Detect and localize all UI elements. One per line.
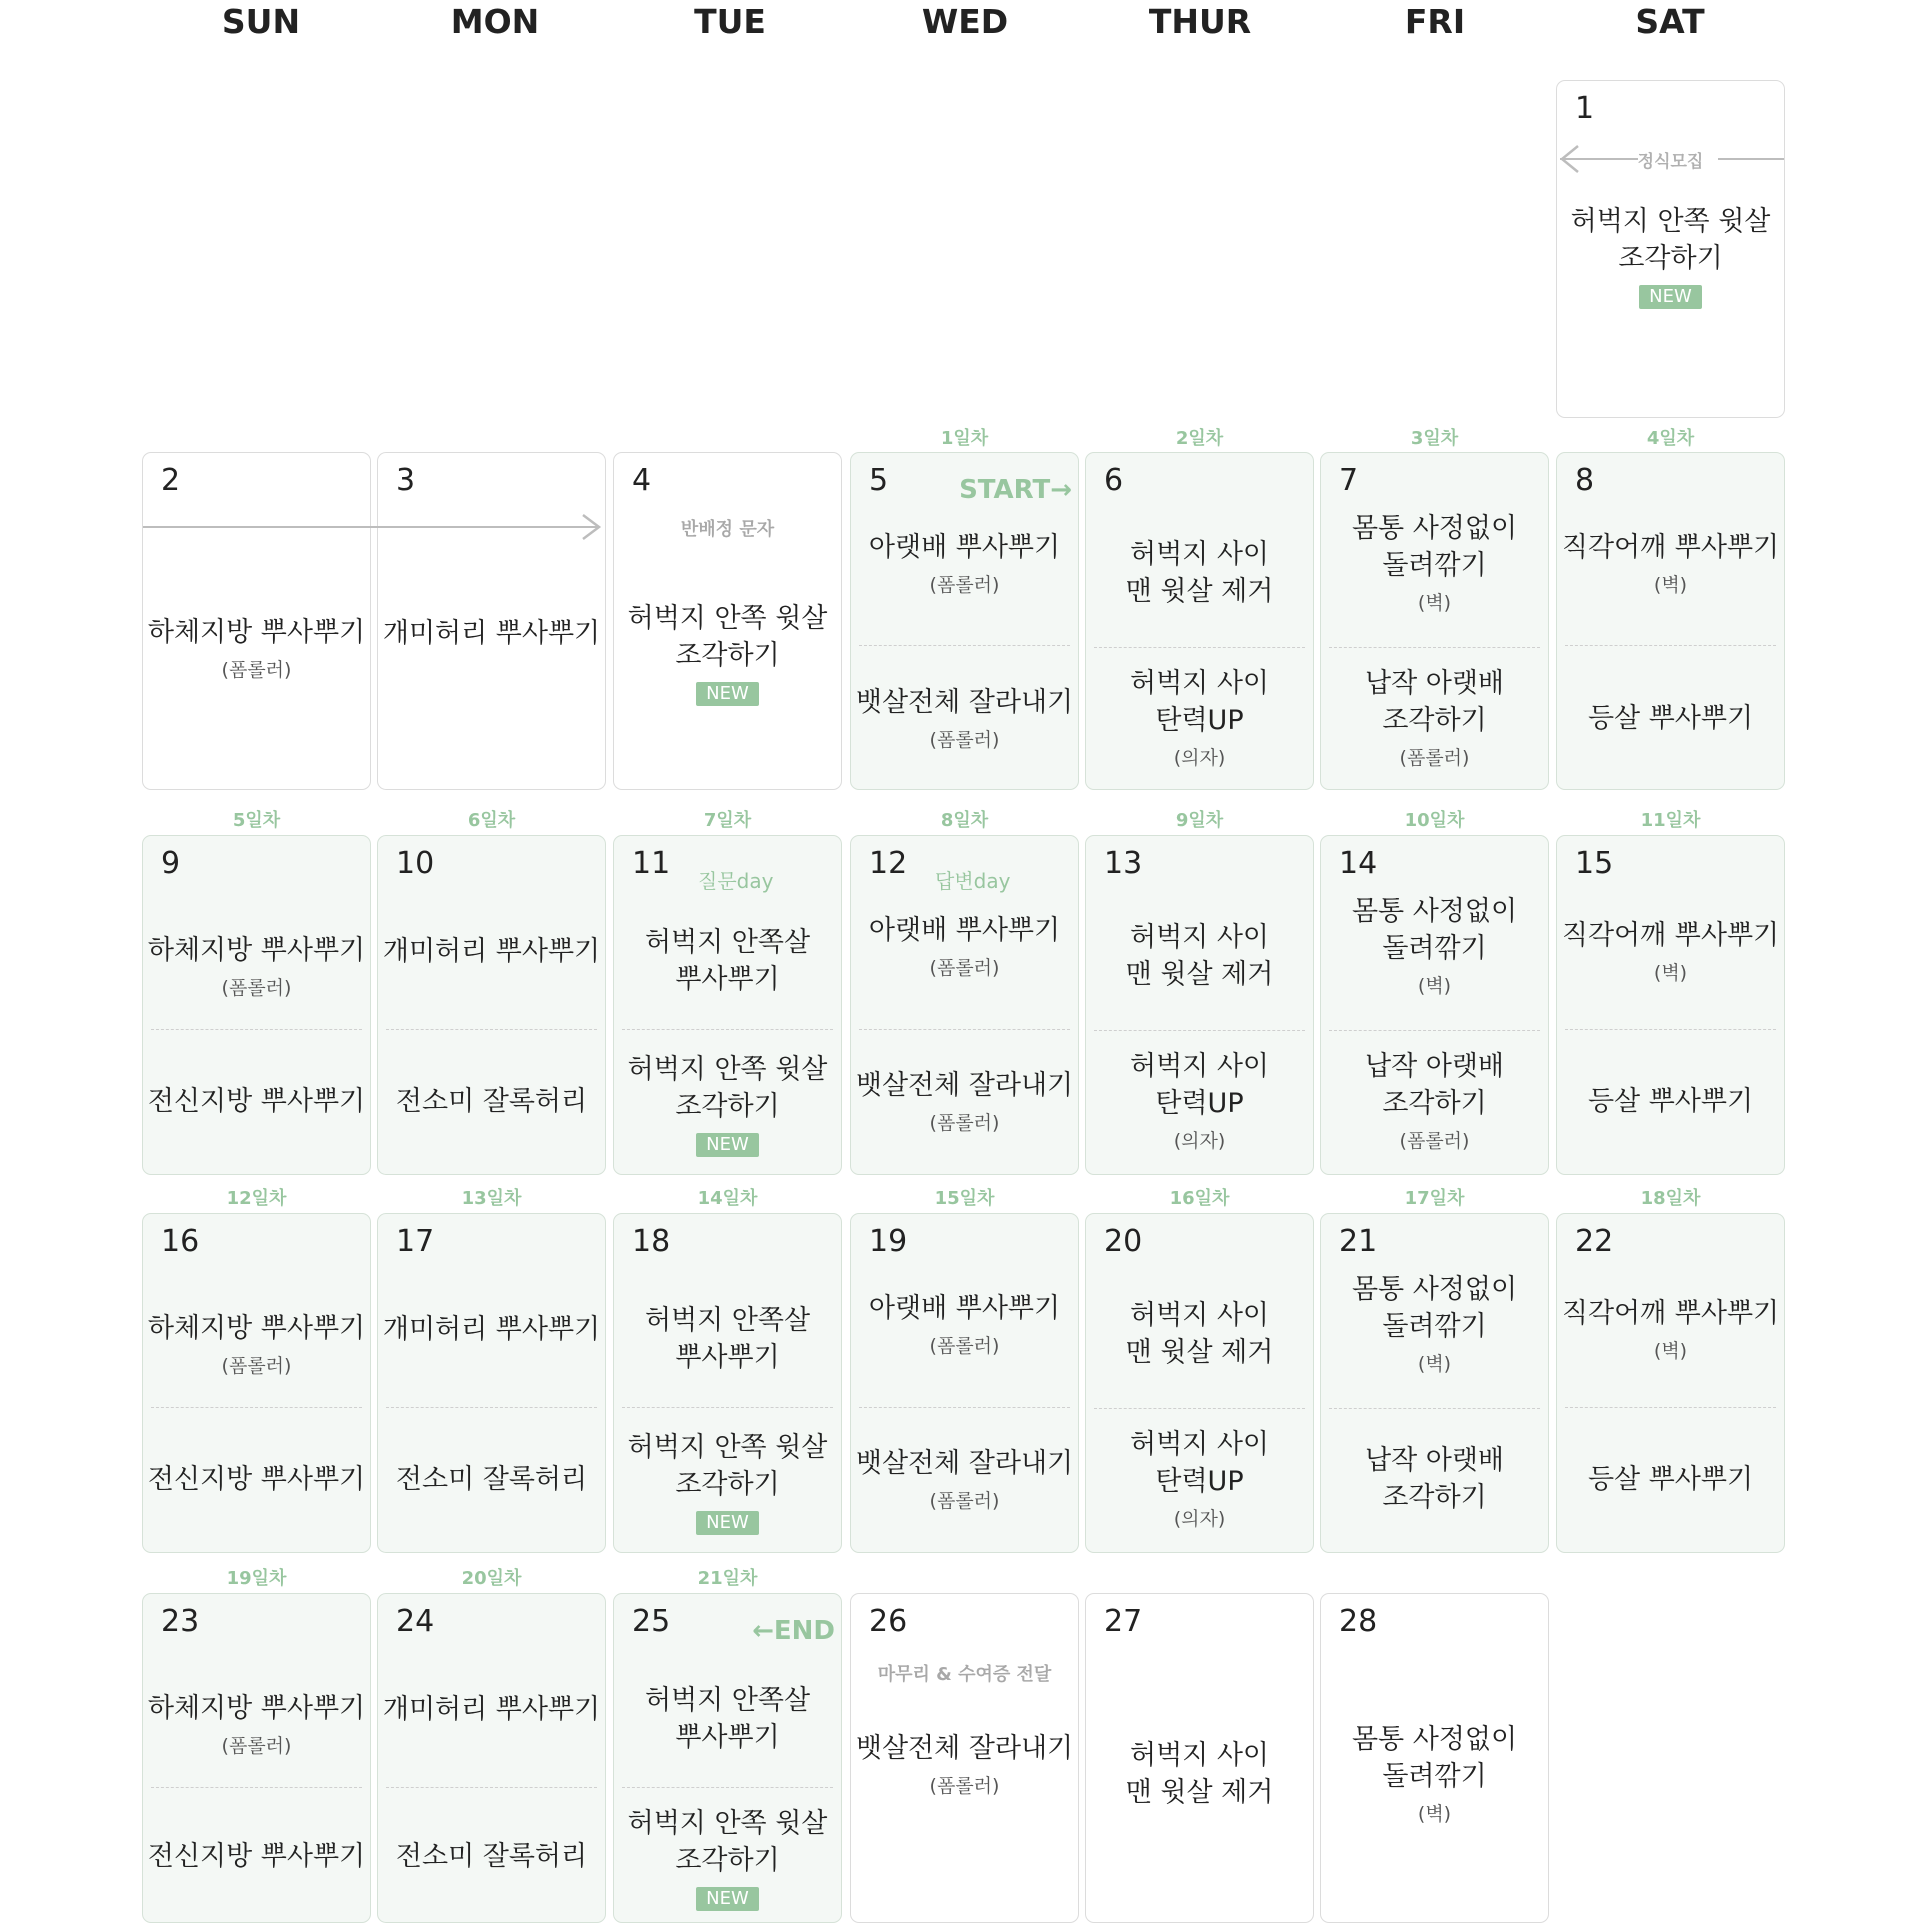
workout-bottom [378, 1036, 605, 1166]
divider [386, 1407, 597, 1408]
divider [1329, 647, 1540, 648]
day-label: 8일차 [940, 810, 989, 831]
day-label: 10일차 [1404, 810, 1465, 831]
workout-top [614, 896, 841, 1026]
workout-title: 몸통 사정없이 돌려깎기 [1351, 1724, 1518, 1792]
day-cell-17[interactable] [377, 1213, 606, 1553]
day-cell-15[interactable] [1556, 835, 1785, 1175]
day-label: 13일차 [461, 1188, 522, 1209]
day-cell-1[interactable] [1556, 80, 1785, 418]
day-number: 9 [161, 846, 181, 881]
workout-title: 허벅지 안쪽 윗살 조각하기 [627, 1808, 828, 1876]
workout-equipment: (폼롤러) [221, 658, 292, 681]
divider [859, 1029, 1070, 1030]
day-label: 15일차 [934, 1188, 995, 1209]
weekday-tue: TUE [694, 2, 766, 41]
weekday-wed: WED [921, 2, 1009, 41]
workout-title: 허벅지 안쪽 윗살 조각하기 [627, 603, 828, 671]
workout-title: 허벅지 사이 맨 윗살 제거 [1125, 539, 1274, 607]
day-cell-8[interactable] [1556, 452, 1785, 790]
workout-title: 등살 뿌사뿌기 [1587, 1085, 1754, 1117]
divider [151, 1407, 362, 1408]
workout-top [1086, 891, 1313, 1021]
workout-title: 허벅지 안쪽살 뿌사뿌기 [644, 927, 811, 995]
workout-equipment: (벽) [1653, 1339, 1688, 1362]
day-label: 3일차 [1410, 428, 1459, 449]
day-cell-23[interactable] [142, 1593, 371, 1923]
workout-equipment: (폼롤러) [929, 728, 1000, 751]
day-label: 14일차 [697, 1188, 758, 1209]
workout-title: 허벅지 사이 맨 윗살 제거 [1125, 1300, 1274, 1368]
day-label: 19일차 [226, 1568, 287, 1589]
weekday-sat: SAT [1635, 2, 1705, 41]
workout-title: 개미허리 뿌사뿌기 [382, 935, 601, 967]
workout-title: 등살 뿌사뿌기 [1587, 702, 1754, 734]
new-badge: NEW [696, 682, 759, 706]
workout-equipment: (폼롤러) [929, 1774, 1000, 1797]
workout-equipment: (폼롤러) [929, 1489, 1000, 1512]
day-number: 22 [1575, 1224, 1614, 1259]
workout-top [851, 1274, 1078, 1374]
workout-equipment: (폼롤러) [221, 976, 292, 999]
day-label: 5일차 [232, 810, 281, 831]
day-number: 12 [869, 846, 908, 881]
workout-top [1557, 1274, 1784, 1384]
workout-title: 하체지방 뿌사뿌기 [147, 934, 366, 966]
workout-title: 뱃살전체 잘라내기 [855, 1732, 1074, 1764]
day-number: 26 [869, 1604, 908, 1639]
day-number: 28 [1339, 1604, 1378, 1639]
day-label: 9일차 [1175, 810, 1224, 831]
weekday-sun: SUN [221, 2, 301, 41]
finish-label: 마무리 & 수여증 전달 [877, 1664, 1052, 1685]
divider [622, 1787, 833, 1788]
workout-bottom [614, 1792, 841, 1923]
new-badge: NEW [696, 1511, 759, 1535]
day-cell-13[interactable] [1085, 835, 1314, 1175]
workout-equipment: (벽) [1417, 1803, 1452, 1825]
workout-top [614, 1654, 841, 1784]
workout-title: 납작 아랫배 조각하기 [1365, 668, 1504, 736]
day-label: 12일차 [226, 1188, 287, 1209]
day-number: 1 [1575, 91, 1595, 126]
workout-equipment: (폼롤러) [929, 1111, 1000, 1134]
day-number: 5 [869, 463, 889, 498]
workout-bottom [378, 1414, 605, 1544]
weekday-thur: THUR [1148, 2, 1252, 41]
workout-title: 뱃살전체 잘라내기 [855, 686, 1074, 718]
recruit-label: 정식모집 [1637, 152, 1704, 172]
day-number: 17 [396, 1224, 435, 1259]
divider [1329, 1030, 1540, 1031]
workout-top [1086, 1269, 1313, 1399]
workout-title: 허벅지 사이 탄력UP [1130, 1051, 1269, 1119]
workout-top [1557, 196, 1784, 316]
workout-bottom [614, 1034, 841, 1174]
workout-title: 개미허리 뿌사뿌기 [382, 1693, 601, 1725]
day-cell-22[interactable] [1556, 1213, 1785, 1553]
workout-top [851, 1709, 1078, 1819]
workout-top [143, 1659, 370, 1789]
day-number: 16 [161, 1224, 200, 1259]
workout-title: 등살 뿌사뿌기 [1587, 1463, 1754, 1495]
workout-title: 납작 아랫배 조각하기 [1365, 1051, 1504, 1119]
workout-top [1321, 493, 1548, 633]
workout-title: 아랫배 뿌사뿌기 [868, 531, 1061, 563]
day-number: 14 [1339, 846, 1378, 881]
divider [1094, 1408, 1305, 1409]
workout-title: 전소미 잘록허리 [395, 1463, 588, 1495]
divider [386, 1787, 597, 1788]
workout-top [378, 593, 605, 673]
workout-top [1321, 1254, 1548, 1394]
workout-equipment: (폼롤러) [1399, 1130, 1470, 1152]
workout-top [143, 593, 370, 703]
workout-title: 하체지방 뿌사뿌기 [147, 1692, 366, 1724]
workout-bottom [1557, 653, 1784, 783]
day-number: 19 [869, 1224, 908, 1259]
workout-title: 하체지방 뿌사뿌기 [147, 1312, 366, 1344]
workout-top [1086, 508, 1313, 638]
day-cell-2[interactable] [142, 452, 371, 790]
workout-bottom [378, 1794, 605, 1919]
workout-bottom [1321, 1036, 1548, 1166]
workout-top [1086, 1714, 1313, 1834]
day-cell-7[interactable] [1320, 452, 1549, 790]
workout-title: 직각어깨 뿌사뿌기 [1561, 531, 1780, 563]
day-cell-4[interactable] [613, 452, 842, 790]
divider [151, 1787, 362, 1788]
workout-equipment: (벽) [1417, 1353, 1452, 1375]
day-number: 15 [1575, 846, 1614, 881]
workout-top [1321, 1704, 1548, 1844]
day-cell-21[interactable] [1320, 1213, 1549, 1553]
workout-title: 개미허리 뿌사뿌기 [382, 617, 601, 649]
workout-title: 몸통 사정없이 돌려깎기 [1351, 1274, 1518, 1342]
day-cell-10[interactable] [377, 835, 606, 1175]
day-label: 4일차 [1646, 428, 1695, 449]
day-number: 8 [1575, 463, 1595, 498]
day-label: 1일차 [940, 428, 989, 449]
workout-title: 허벅지 안쪽살 뿌사뿌기 [644, 1305, 811, 1373]
question-day-tag: 질문day [698, 869, 774, 893]
day-label: 11일차 [1640, 810, 1701, 831]
day-cell-16[interactable] [142, 1213, 371, 1553]
weekday-fri: FRI [1404, 2, 1466, 41]
workout-top [143, 1279, 370, 1409]
day-number: 6 [1104, 463, 1124, 498]
workout-bottom [1086, 1414, 1313, 1544]
divider [1329, 1408, 1540, 1409]
workout-title: 허벅지 사이 맨 윗살 제거 [1125, 1740, 1274, 1808]
day-cell-3[interactable] [377, 452, 606, 790]
day-label: 17일차 [1404, 1188, 1465, 1209]
day-number: 25 [632, 1604, 671, 1639]
day-cell-18[interactable] [613, 1213, 842, 1553]
recruit-arrow-right [1718, 158, 1784, 160]
workout-title: 몸통 사정없이 돌려깎기 [1351, 896, 1518, 964]
workout-equipment: (폼롤러) [929, 956, 1000, 979]
workout-equipment: (벽) [1653, 961, 1688, 984]
day-cell-19[interactable] [850, 1213, 1079, 1553]
divider [1565, 1407, 1776, 1408]
workout-title: 허벅지 사이 탄력UP [1130, 668, 1269, 736]
workout-bottom [143, 1794, 370, 1919]
workout-title: 허벅지 안쪽 윗살 조각하기 [627, 1054, 828, 1122]
day-label: 20일차 [461, 1568, 522, 1589]
workout-equipment: (벽) [1417, 975, 1452, 997]
divider [859, 1407, 1070, 1408]
workout-title: 허벅지 안쪽살 뿌사뿌기 [644, 1685, 811, 1753]
workout-bottom [1557, 1414, 1784, 1544]
workout-equipment: (벽) [1417, 592, 1452, 614]
divider [859, 645, 1070, 646]
day-number: 20 [1104, 1224, 1143, 1259]
divider [1094, 1030, 1305, 1031]
workout-top [851, 896, 1078, 996]
workout-top [1557, 508, 1784, 618]
divider [1565, 1029, 1776, 1030]
workout-title: 허벅지 안쪽 윗살 조각하기 [627, 1432, 828, 1500]
day-number: 4 [632, 463, 652, 498]
day-cell-14[interactable] [1320, 835, 1549, 1175]
workout-equipment: (의자) [1173, 1130, 1226, 1152]
day-number: 27 [1104, 1604, 1143, 1639]
weekday-mon: MON [450, 2, 540, 41]
workout-title: 전신지방 뿌사뿌기 [147, 1841, 366, 1872]
day-cell-5[interactable] [850, 452, 1079, 790]
day-cell-9[interactable] [142, 835, 371, 1175]
answer-day-tag: 답변day [935, 869, 1011, 893]
day-label: 21일차 [697, 1568, 758, 1589]
workout-equipment: (벽) [1653, 573, 1688, 596]
workout-title: 직각어깨 뿌사뿌기 [1561, 1297, 1780, 1329]
day-number: 21 [1339, 1224, 1378, 1259]
workout-bottom [851, 653, 1078, 783]
arrow-left-icon [1556, 144, 1582, 174]
day-label: 2일차 [1175, 428, 1224, 449]
workout-top [1557, 896, 1784, 1006]
workout-bottom [851, 1414, 1078, 1544]
workout-title: 아랫배 뿌사뿌기 [868, 914, 1061, 946]
day-cell-6[interactable] [1085, 452, 1314, 790]
day-number: 23 [161, 1604, 200, 1639]
day-number: 3 [396, 463, 416, 498]
workout-bottom [143, 1036, 370, 1166]
workout-title: 허벅지 사이 맨 윗살 제거 [1125, 922, 1274, 990]
workout-equipment: (폼롤러) [221, 1734, 292, 1757]
divider [151, 1029, 362, 1030]
workout-bottom [1086, 653, 1313, 783]
day-cell-12[interactable] [850, 835, 1079, 1175]
workout-bottom [1086, 1036, 1313, 1166]
day-number: 13 [1104, 846, 1143, 881]
workout-top [143, 901, 370, 1031]
workout-bottom [1321, 1414, 1548, 1544]
workout-equipment: (폼롤러) [929, 573, 1000, 596]
start-marker: START→ [959, 475, 1072, 505]
new-badge: NEW [696, 1887, 759, 1911]
workout-bottom [851, 1036, 1078, 1166]
workout-top [851, 513, 1078, 613]
day-cell-28[interactable] [1320, 1593, 1549, 1923]
workout-equipment: (의자) [1173, 747, 1226, 769]
day-number: 18 [632, 1224, 671, 1259]
assign-label: 반배정 문자 [680, 519, 775, 540]
workout-equipment: (의자) [1173, 1508, 1226, 1530]
workout-title: 납작 아랫배 조각하기 [1365, 1445, 1504, 1513]
workout-bottom [1557, 1036, 1784, 1166]
workout-title: 허벅지 사이 탄력UP [1130, 1429, 1269, 1497]
workout-equipment: (폼롤러) [1399, 747, 1470, 769]
divider [622, 1407, 833, 1408]
day-number: 24 [396, 1604, 435, 1639]
arrow-right-icon [580, 513, 604, 541]
day-cell-25[interactable] [613, 1593, 842, 1923]
workout-bottom [143, 1414, 370, 1544]
day-cell-26[interactable] [850, 1593, 1079, 1923]
divider [622, 1029, 833, 1030]
end-marker: ←END [752, 1616, 835, 1646]
new-badge: NEW [696, 1133, 759, 1157]
day-label: 18일차 [1640, 1188, 1701, 1209]
assign-arrow-line [143, 526, 599, 528]
day-label: 16일차 [1169, 1188, 1230, 1209]
day-cell-20[interactable] [1085, 1213, 1314, 1553]
workout-title: 허벅지 안쪽 윗살 조각하기 [1570, 206, 1771, 274]
divider [1094, 647, 1305, 648]
workout-title: 전소미 잘록허리 [395, 1841, 588, 1872]
workout-title: 뱃살전체 잘라내기 [855, 1069, 1074, 1101]
workout-title: 몸통 사정없이 돌려깎기 [1351, 513, 1518, 581]
workout-title: 아랫배 뿌사뿌기 [868, 1292, 1061, 1324]
day-cell-27[interactable] [1085, 1593, 1314, 1923]
day-number: 7 [1339, 463, 1359, 498]
workout-title: 전신지방 뿌사뿌기 [147, 1085, 366, 1117]
workout-title: 하체지방 뿌사뿌기 [147, 616, 366, 648]
workout-title: 전신지방 뿌사뿌기 [147, 1463, 366, 1495]
workout-bottom [614, 1412, 841, 1552]
workout-top [1321, 876, 1548, 1016]
workout-title: 전소미 잘록허리 [395, 1085, 588, 1117]
workout-equipment: (폼롤러) [221, 1354, 292, 1377]
divider [386, 1029, 597, 1030]
workout-top [378, 1659, 605, 1759]
day-number: 11 [632, 846, 671, 881]
workout-bottom [1321, 653, 1548, 783]
day-number: 2 [161, 463, 181, 498]
workout-equipment: (폼롤러) [929, 1334, 1000, 1357]
workout-title: 직각어깨 뿌사뿌기 [1561, 919, 1780, 951]
day-cell-11[interactable] [613, 835, 842, 1175]
day-number: 10 [396, 846, 435, 881]
day-label: 6일차 [467, 810, 516, 831]
workout-title: 개미허리 뿌사뿌기 [382, 1313, 601, 1345]
workout-top [614, 578, 841, 728]
workout-top [614, 1274, 841, 1404]
new-badge: NEW [1639, 285, 1702, 309]
workout-top [378, 901, 605, 1001]
day-cell-24[interactable] [377, 1593, 606, 1923]
day-label: 7일차 [703, 810, 752, 831]
workout-title: 뱃살전체 잘라내기 [855, 1447, 1074, 1479]
divider [1565, 645, 1776, 646]
workout-top [378, 1279, 605, 1379]
